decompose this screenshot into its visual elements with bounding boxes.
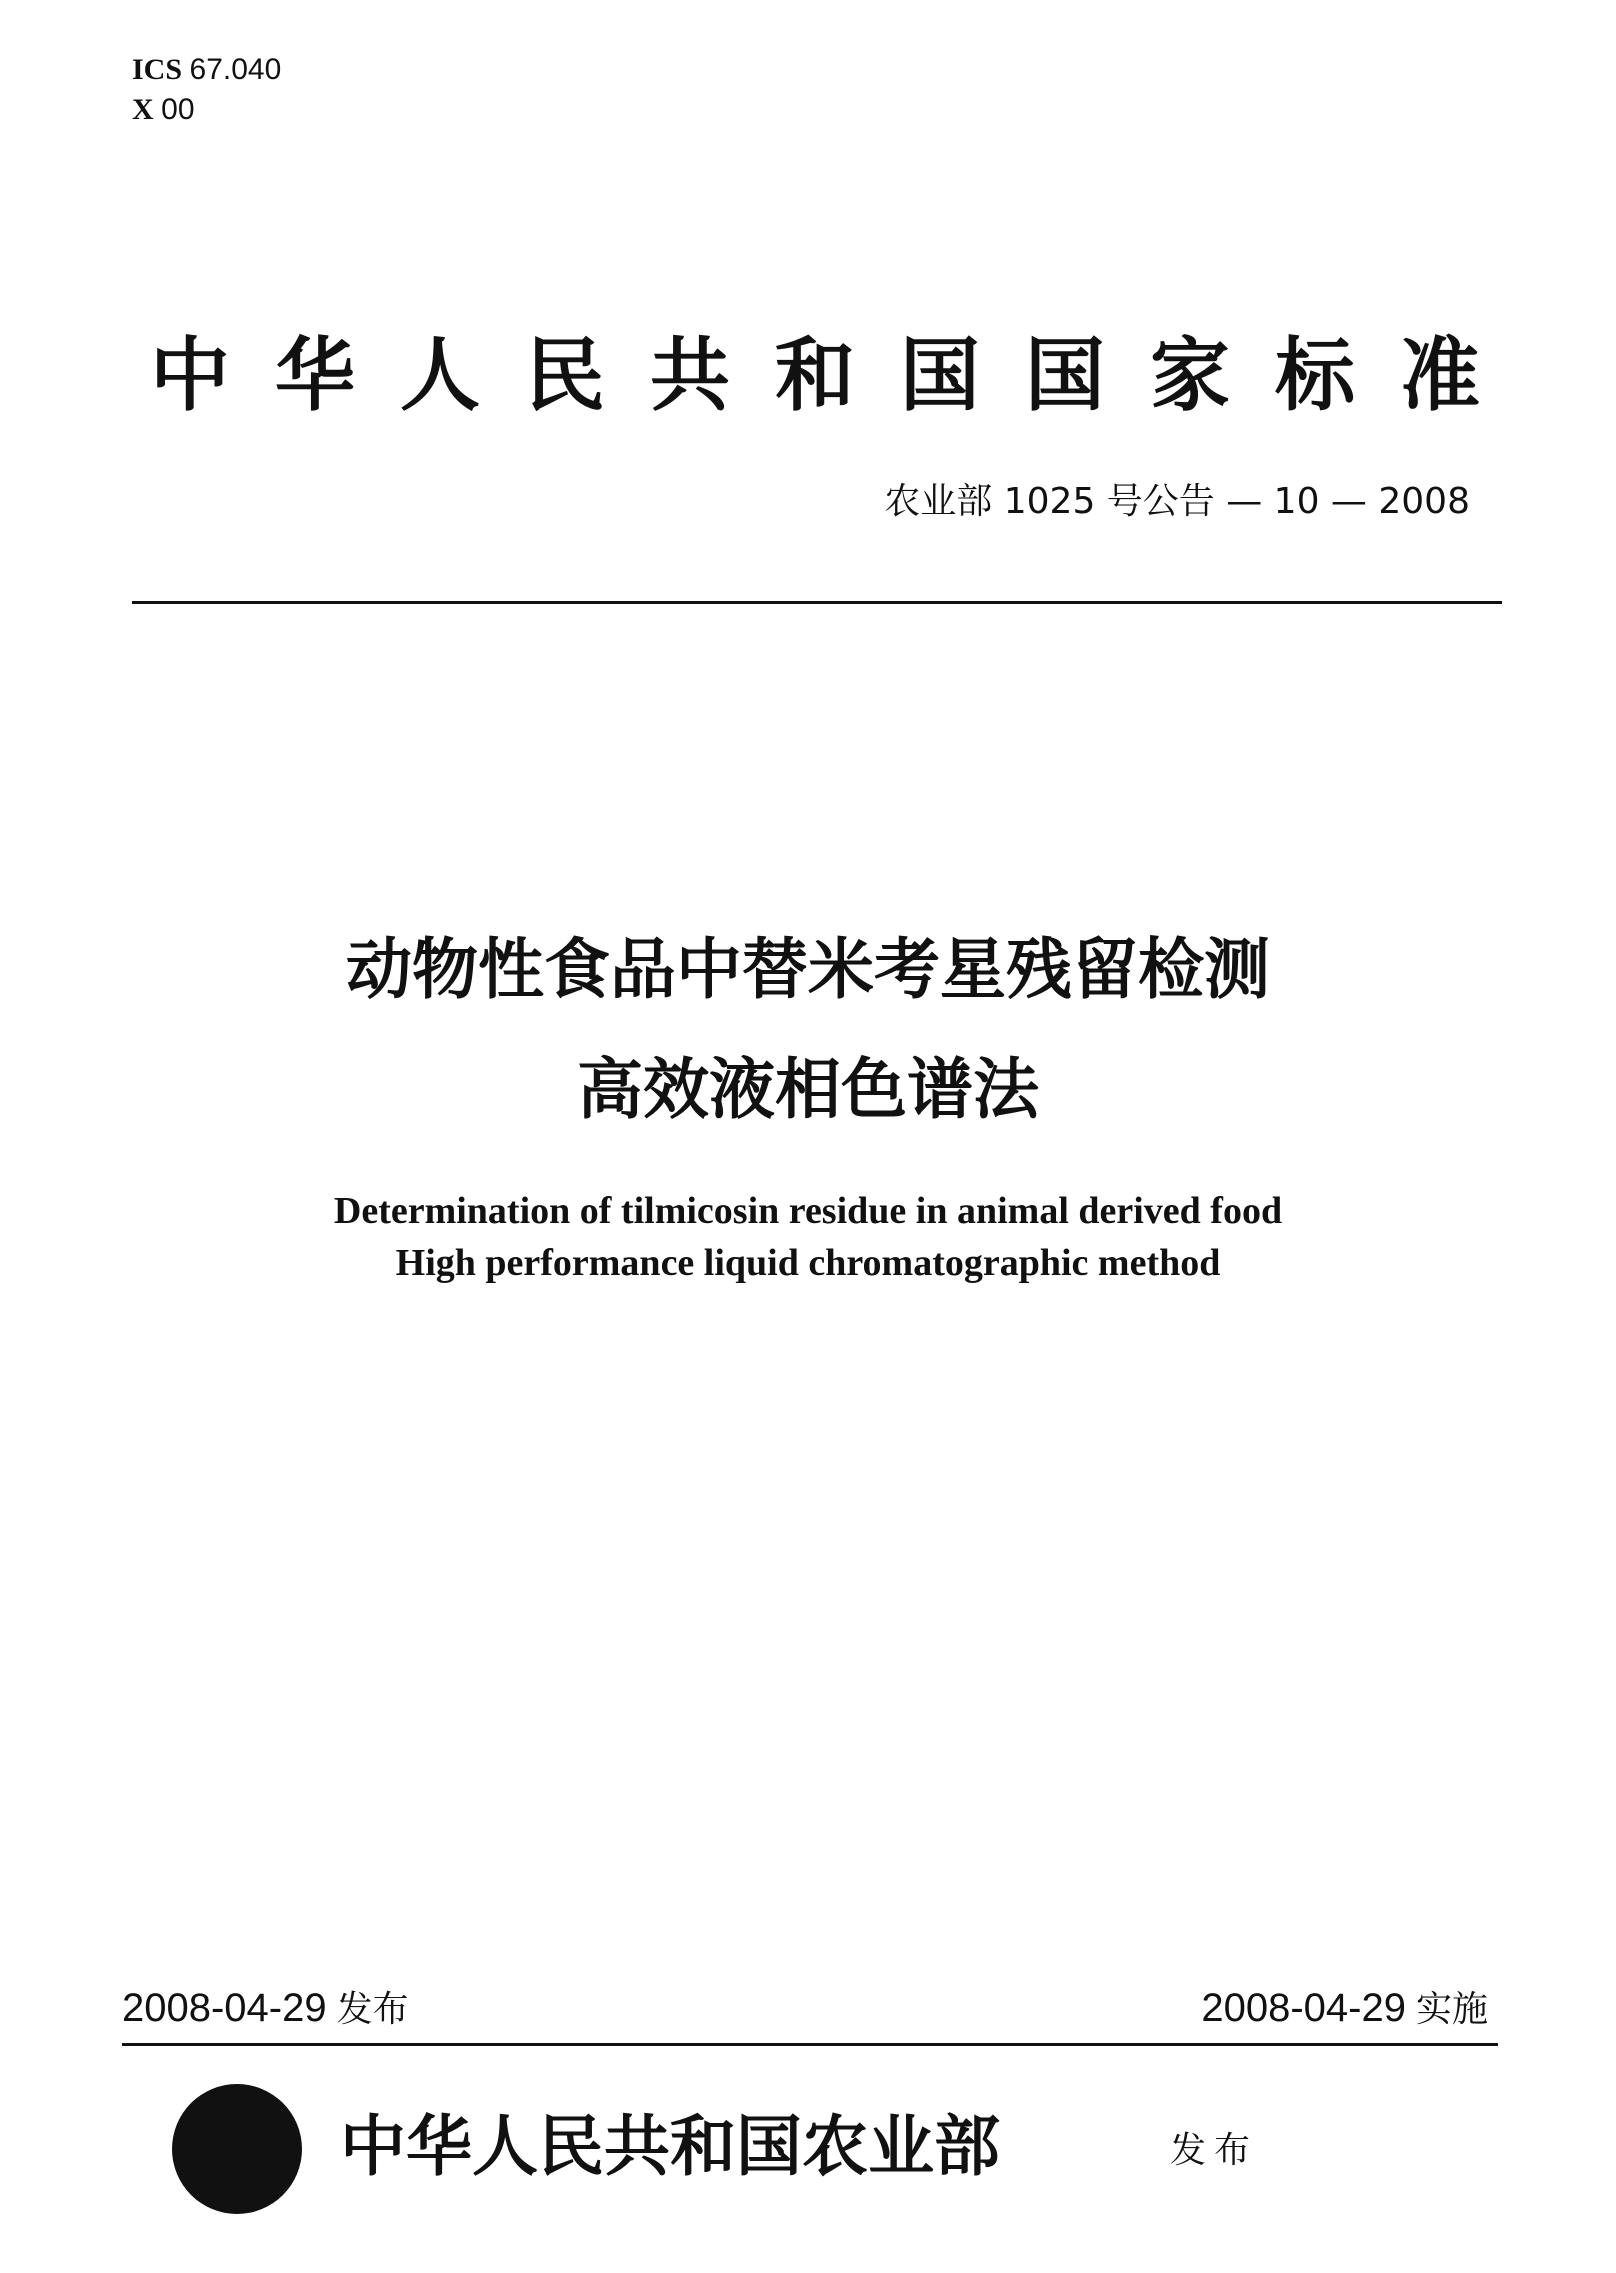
national-title-char: 中 bbox=[150, 328, 230, 422]
national-title-char: 国 bbox=[900, 328, 980, 422]
chinese-title-line-2: 高效液相色谱法 bbox=[577, 1051, 1039, 1128]
national-title-char: 华 bbox=[275, 328, 355, 422]
issue-label: 发布 bbox=[336, 1989, 409, 2030]
seal-circle-icon bbox=[172, 2084, 302, 2214]
national-standard-title bbox=[150, 325, 1480, 425]
national-title-char: 民 bbox=[525, 328, 605, 422]
national-title-char: 准 bbox=[1400, 328, 1480, 422]
implement-date-row bbox=[1201, 1980, 1488, 2038]
ics-block bbox=[132, 50, 281, 130]
english-title-line-2: High performance liquid chromatographic method bbox=[395, 1242, 1221, 1284]
publisher-name: 中华人民共和国农业部 bbox=[340, 2107, 1000, 2185]
bottom-divider bbox=[122, 2043, 1498, 2046]
top-divider bbox=[132, 601, 1502, 604]
national-title-char: 人 bbox=[400, 328, 480, 422]
chinese-title-line-1: 动物性食品中替米考星残留检测 bbox=[346, 931, 1270, 1008]
ics-line bbox=[132, 50, 281, 90]
english-title-line-1: Determination of tilmicosin residue in animal derived food bbox=[333, 1190, 1283, 1232]
standard-number: 农业部 1025 号公告 — 10 — 2008 bbox=[884, 481, 1470, 522]
publisher-action: 发布 bbox=[1170, 2130, 1259, 2171]
national-title-char: 共 bbox=[650, 328, 730, 422]
implement-label: 实施 bbox=[1415, 1989, 1488, 2030]
ics-code: 67.040 bbox=[189, 53, 282, 86]
ics-label: ICS bbox=[132, 53, 183, 86]
issue-date-row bbox=[122, 1980, 409, 2038]
national-title-char: 标 bbox=[1275, 328, 1355, 422]
national-title-char: 国 bbox=[1025, 328, 1105, 422]
national-title-char: 家 bbox=[1150, 328, 1230, 422]
issue-date: 2008-04-29 bbox=[122, 1986, 327, 2030]
national-title-char: 和 bbox=[775, 328, 855, 422]
class-label: X bbox=[132, 93, 154, 126]
implement-date: 2008-04-29 bbox=[1201, 1986, 1406, 2030]
class-line bbox=[132, 90, 281, 130]
class-code: 00 bbox=[161, 93, 195, 126]
